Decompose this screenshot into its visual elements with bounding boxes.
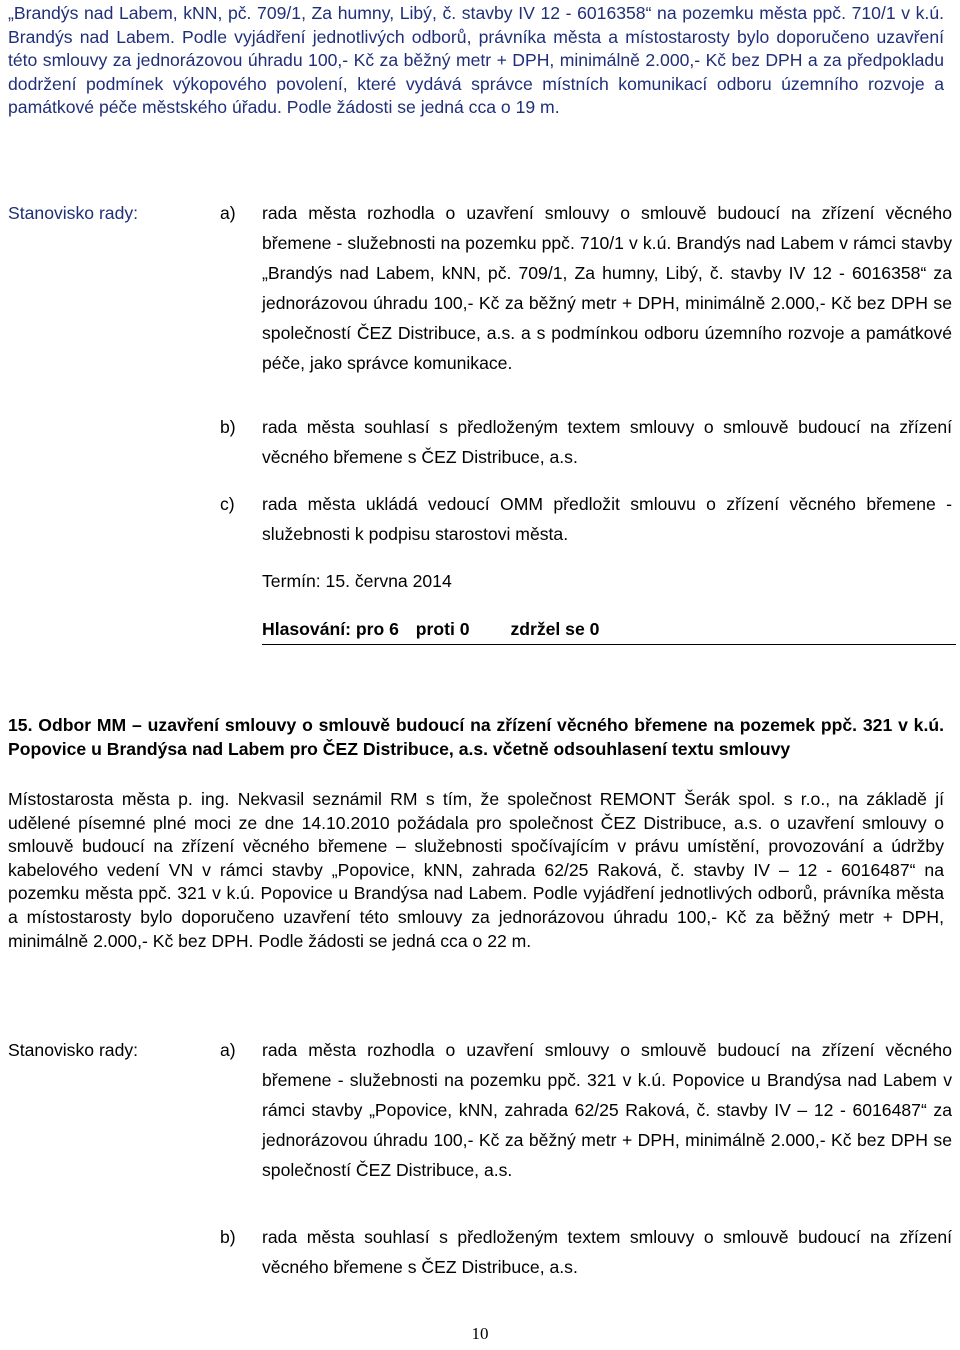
item-text: rada města rozhodla o uzavření smlouvy o smlouvě budoucí na zřízení věcného břemene - služebnosti na pozemku ppč. 710/1 v k.ú. Brandýs nad Labem v rámci stavby „Brandýs nad Labem, kNN, pč. 709/1, Za humny, Libý, č. stavby IV 12 - 6016358“ za jednorázovou úhradu 100,- Kč za běžný metr + DPH, minimálně 2.000,- Kč bez DPH se společností ČEZ Distribuce, a.s. a s podmínkou odboru územního rozvoje a památkové péče, jako správce komunikace. (262, 203, 952, 373)
vote-for: Hlasování: pro 6 (262, 619, 399, 639)
item-text: rada města ukládá vedoucí OMM předložit smlouvu o zřízení věcného břemene - služebnosti k podpisu starostovi města. (262, 494, 952, 544)
resolution-item-c-1 (220, 489, 952, 549)
vote-result (262, 616, 956, 645)
resolution-item-b-1 (220, 412, 952, 472)
deadline: Termín: 15. června 2014 (262, 571, 452, 591)
stanovisko-label-1: Stanovisko rady: (8, 203, 139, 223)
item-letter: b) (220, 1227, 236, 1247)
vote-abstain: zdržel se 0 (510, 619, 600, 639)
page-number: 10 (471, 1324, 489, 1343)
item-text: rada města souhlasí s předloženým textem smlouvy o smlouvě budoucí na zřízení věcného břemene s ČEZ Distribuce, a.s. (262, 417, 952, 467)
item-letter: a) (220, 1040, 236, 1060)
section-15-paragraph: Místostarosta města p. ing. Nekvasil seznámil RM s tím, že společnost REMONT Šerák spol. s r.o., na základě jí udělené písemné plné moci ze dne 14.10.2010 požádala pro společnost ČEZ Distribuce, a.s. o uzavření smlouvy o smlouvě budoucí na zřízení věcného břemene – služebnosti spočívajícím v právu umístění, provozování a údržby kabelového vedení VN v rámci stavby „Popovice, kNN, zahrada 62/25 Raková, č. stavby IV – 12 - 6016487“ na pozemku města ppč. 321 v k.ú. Popovice u Brandýsa nad Labem. Podle vyjádření jednotlivých odborů, právníka města a místostarosty bylo doporučeno uzavření této smlouvy za jednorázovou úhradu 100,- Kč za běžný metr + DPH, minimálně 2.000,- Kč bez DPH. Podle žádosti se jedná cca o 22 m. (8, 789, 944, 951)
intro-paragraph: „Brandýs nad Labem, kNN, pč. 709/1, Za humny, Libý, č. stavby IV 12 - 6016358“ na pozemku města ppč. 710/1 v k.ú. Brandýs nad Labem. Podle vyjádření jednotlivých odborů, právníka města a místostarosty bylo doporučeno uzavření této smlouvy za jednorázovou úhradu 100,- Kč za běžný metr + DPH, minimálně 2.000,- Kč bez DPH a za předpokladu dodržení podmínek výkopového povolení, které vydává správce místních komunikací odboru územního rozvoje a památkové péče městského úřadu. Podle žádosti se jedná cca o 19 m. (8, 3, 944, 118)
resolution-item-a-1 (220, 198, 952, 378)
item-letter: a) (220, 203, 236, 223)
resolution-item-a-2 (220, 1035, 952, 1185)
resolution-item-b-2 (220, 1222, 952, 1282)
item-letter: c) (220, 494, 235, 514)
item-text: rada města rozhodla o uzavření smlouvy o smlouvě budoucí na zřízení věcného břemene - služebnosti na pozemku ppč. 321 v k.ú. Popovice u Brandýsa nad Labem v rámci stavby „Popovice, kNN, zahrada 62/25 Raková, č. stavby IV – 12 - 6016487“ za jednorázovou úhradu 100,- Kč za běžný metr + DPH, minimálně 2.000,- Kč bez DPH se společností ČEZ Distribuce, a.s. (262, 1040, 952, 1180)
stanovisko-label-2: Stanovisko rady: (8, 1040, 139, 1060)
item-letter: b) (220, 417, 236, 437)
item-text: rada města souhlasí s předloženým textem smlouvy o smlouvě budoucí na zřízení věcného břemene s ČEZ Distribuce, a.s. (262, 1227, 952, 1277)
section-15-heading: 15. Odbor MM – uzavření smlouvy o smlouvě budoucí na zřízení věcného břemene na pozemek ppč. 321 v k.ú. Popovice u Brandýsa nad Labem pro ČEZ Distribuce, a.s. včetně odsouhlasení textu smlouvy (8, 715, 944, 759)
vote-against: proti 0 (415, 619, 470, 639)
